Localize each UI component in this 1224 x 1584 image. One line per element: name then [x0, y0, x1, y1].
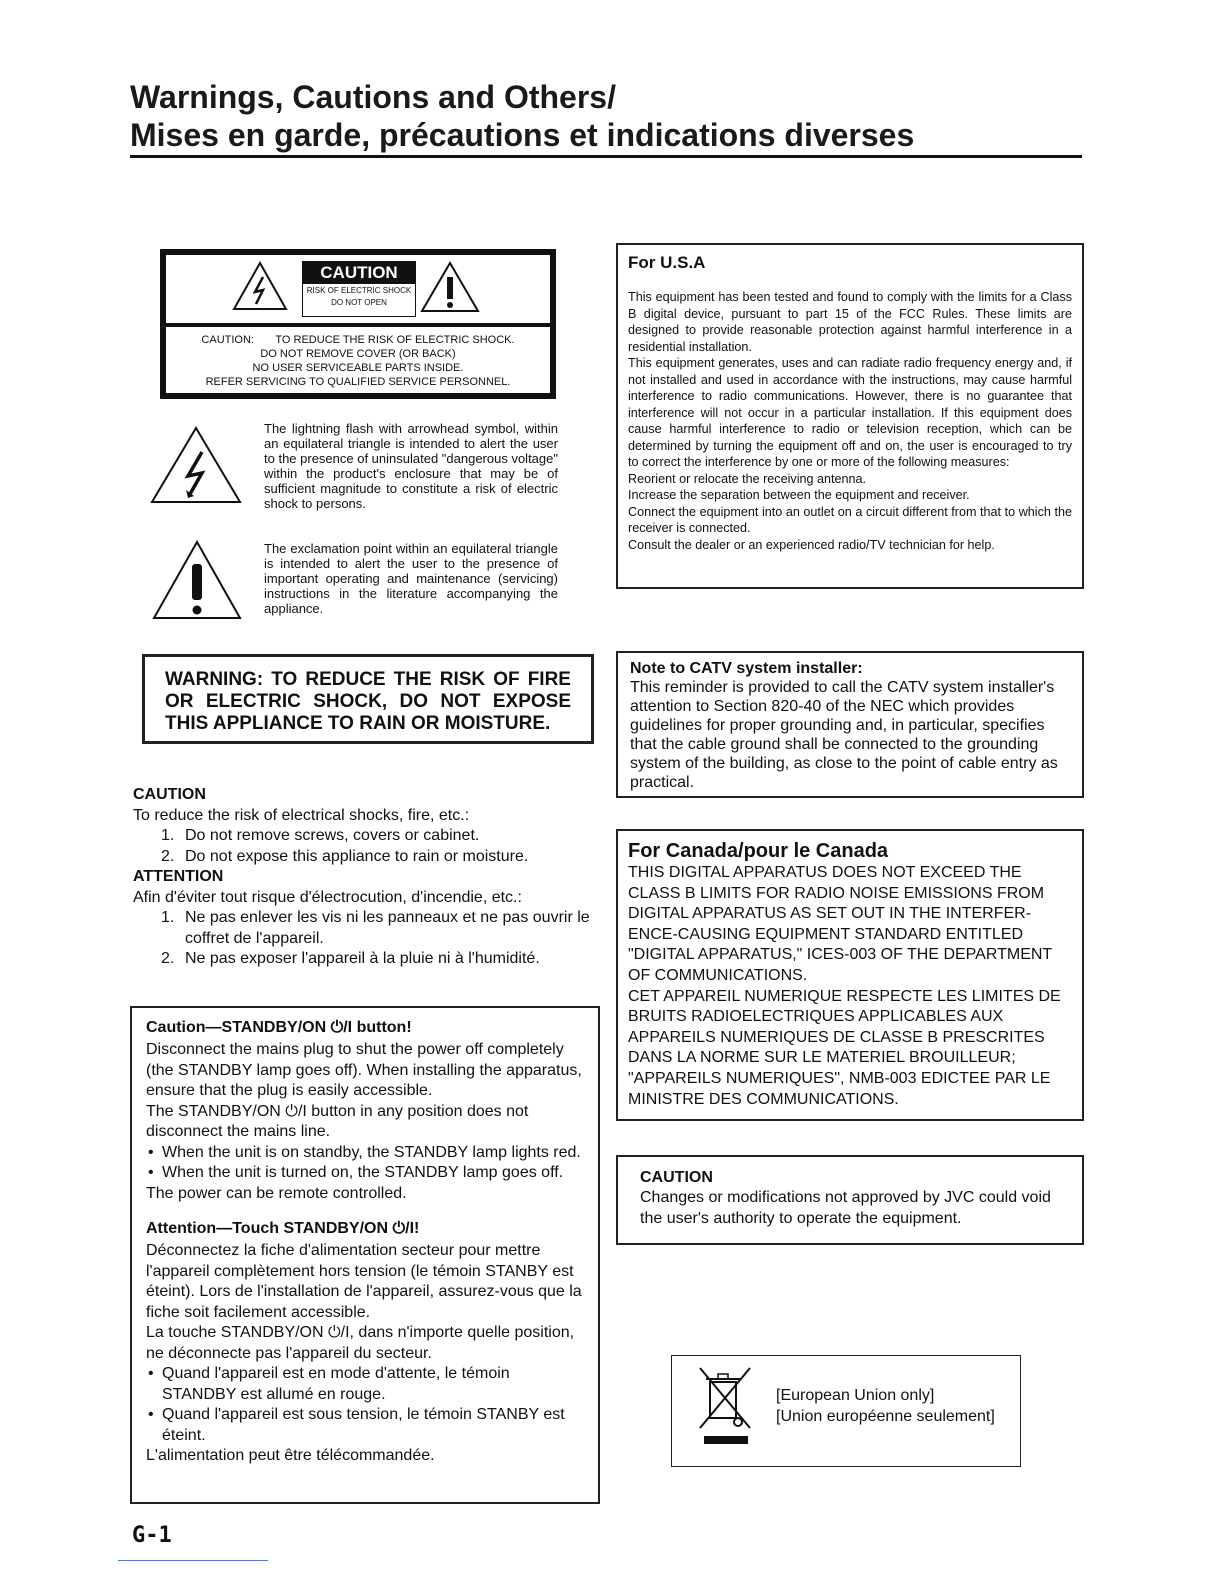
title-line-1: Warnings, Cautions and Others/	[130, 79, 616, 115]
list-item: • When the unit is on standby, the STANDBY lamp lights red.	[162, 1143, 584, 1164]
list-item	[133, 826, 603, 847]
list-text: Ne pas exposer l'appareil à la pluie ni à l'humidité.	[185, 950, 540, 967]
eu-notice-box	[671, 1355, 1021, 1467]
footer-rule	[118, 1560, 268, 1561]
list-number: 2.	[161, 950, 175, 967]
canada-notice-box	[616, 829, 1084, 1121]
usa-measure-1: Reorient or relocate the receiving antenna.	[628, 471, 867, 486]
list-item: • When the unit is turned on, the STANDBY lamp goes off.	[162, 1163, 584, 1184]
lightning-symbol-text: The lightning flash with arrowhead symbol, within an equilateral triangle is intended to alert the user to the presence of uninsulated "dangerous voltage" within the product's enclosure that may be of sufficient magnitude to constitute a risk of electric shock to persons.	[264, 421, 558, 511]
list-text: Do not expose this appliance to rain or moisture.	[185, 847, 529, 865]
caution-fr-intro: Afin d'éviter tout risque d'électrocution, d'incendie, etc.:	[133, 888, 522, 906]
list-number: 1.	[161, 909, 175, 926]
canada-text-en: THIS DIGITAL APPARATUS DOES NOT EXCEED THE CLASS B LIMITS FOR RADIO NOISE EMISSIONS FROM DIGITAL APPARATUS AS SET OUT IN THE INTERFER-ENCE-CAUSING EQUIPMENT STANDARD ENTITLED "DIGITAL APPARATUS," ICES-003 OF THE DEPARTMENT OF COMMUNICATIONS.	[628, 864, 1052, 984]
list-item	[133, 847, 603, 868]
catv-notice-box	[616, 651, 1084, 798]
list-item	[133, 949, 603, 970]
catv-title: Note to CATV system installer:	[630, 660, 863, 677]
usa-title: For U.S.A	[628, 253, 706, 272]
canada-text-fr: CET APPAREIL NUMERIQUE RESPECTE LES LIMITES DE BRUITS RADIOELECTRIQUES APPLICABLES AUX APPAREILS NUMERIQUES DE CLASSE B PRESCRITES DANS LA NORME SUR LE MATERIEL BROUILLEUR; "APPAREILS NUMERIQUES", NMB-003 EDICTEE PAR LE MINISTRE DES COMMUNICATIONS.	[628, 987, 1061, 1108]
caution-label-divider	[166, 323, 550, 327]
standby-fr-title: Attention—Touch STANDBY/ON ⏻/I!	[146, 1220, 420, 1237]
caution-badge-sub2: DO NOT OPEN	[331, 298, 387, 307]
standby-paragraph-2: The STANDBY/ON ⏻/I button in any position does not disconnect the mains line.	[146, 1102, 529, 1140]
standby-box	[130, 1006, 600, 1504]
jvc-caution-text: Changes or modifications not approved by JVC could void the user's authority to operate the equipment.	[640, 1189, 1051, 1227]
standby-fr-paragraph-3: L'alimentation peut être télécommandée.	[146, 1447, 435, 1464]
warning-text: WARNING: TO REDUCE THE RISK OF FIRE OR ELECTRIC SHOCK, DO NOT EXPOSE THIS APPLIANCE TO RAIN OR MOISTURE.	[165, 669, 571, 734]
caution-badge-sub1: RISK OF ELECTRIC SHOCK	[306, 286, 412, 295]
standby-list	[146, 1143, 584, 1184]
caution-label-line1: TO REDUCE THE RISK OF ELECTRIC SHOCK.	[275, 334, 515, 346]
list-text: Do not remove screws, covers or cabinet.	[185, 827, 480, 844]
usa-text	[628, 289, 1072, 553]
caution-badge-title: CAUTION	[303, 262, 415, 284]
page-number: G-1	[132, 1523, 172, 1548]
caution-fr-title: ATTENTION	[133, 868, 224, 885]
warning-box	[142, 654, 594, 744]
catv-text: This reminder is provided to call the CATV system installer's attention to Section 820-40 of the NEC which provides guidelines for proper grounding and, in particular, specifies that the cable ground shall be connected to the grounding system of the building, as close to the point of cable entry as practical.	[630, 679, 1058, 791]
eu-line-2: [Union européenne seulement]	[776, 1407, 995, 1425]
page-title	[130, 78, 914, 154]
standby-fr-paragraph-1: Déconnectez la fiche d'alimentation secteur pour mettre l'appareil complètement hors tension (le témoin STANBY est éteint). Lors de l'installation de l'appareil, assurez-vous que la fiche soit facilement accessible.	[146, 1242, 582, 1321]
usa-measure-4: Consult the dealer or an experienced radio/TV technician for help.	[628, 537, 995, 552]
list-item: • Quand l'appareil est en mode d'attente, le témoin STANDBY est allumé en rouge.	[162, 1364, 584, 1405]
standby-paragraph-3: The power can be remote controlled.	[146, 1184, 407, 1202]
caution-en-intro: To reduce the risk of electrical shocks, fire, etc.:	[133, 806, 470, 824]
list-number: 1.	[161, 827, 175, 844]
standby-fr-list	[146, 1364, 584, 1446]
caution-fr-list	[133, 908, 603, 970]
canada-title: For Canada/pour le Canada	[628, 840, 889, 862]
caution-label-text	[166, 333, 550, 389]
standby-paragraph-1: Disconnect the mains plug to shut the power off completely (the STANDBY lamp goes off). When installing the apparatus, ensure that the plug is easily accessible.	[146, 1041, 582, 1099]
caution-label-prefix: CAUTION:	[201, 334, 254, 346]
exclamation-triangle-icon	[420, 261, 480, 313]
title-line-2: Mises en garde, précautions et indications diverses	[130, 117, 915, 153]
list-number: 2.	[161, 847, 175, 865]
caution-section	[133, 785, 603, 970]
lightning-triangle-icon	[150, 426, 242, 504]
caution-label	[160, 249, 556, 399]
jvc-caution-box	[616, 1155, 1084, 1245]
standby-title: Caution—STANDBY/ON ⏻/I button!	[146, 1019, 412, 1036]
eu-text	[776, 1386, 995, 1427]
usa-measure-2: Increase the separation between the equipment and receiver.	[628, 488, 970, 502]
usa-paragraph-1: This equipment has been tested and found to comply with the limits for a Class B digital device, pursuant to part 15 of the FCC Rules. These limits are designed to provide reasonable protection against harmful interference in a residential installation.	[628, 290, 1072, 354]
caution-label-line2: DO NOT REMOVE COVER (OR BACK)	[260, 348, 456, 360]
list-item	[133, 908, 603, 949]
caution-label-line3: NO USER SERVICEABLE PARTS INSIDE.	[252, 362, 464, 374]
list-item: • Quand l'appareil est sous tension, le témoin STANBY est éteint.	[162, 1405, 584, 1446]
title-rule	[130, 155, 1082, 158]
caution-en-list	[133, 826, 603, 867]
usa-paragraph-2: This equipment generates, uses and can radiate radio frequency energy and, if not installed and used in accordance with the instructions, may cause harmful interference to radio communications. However, there is no guarantee that interference will not occur in a particular installation. If this equipment does cause harmful interference to radio or television reception, which can be determined by turning the equipment off and on, the user is encouraged to try to correct the interference by one or more of the following measures:	[628, 356, 1072, 469]
usa-measure-3: Connect the equipment into an outlet on a circuit different from that to which the receiver is connected.	[628, 504, 1072, 535]
caution-badge	[302, 261, 416, 317]
exclamation-symbol-text: The exclamation point within an equilateral triangle is intended to alert the user to the presence of important operating and maintenance (servicing) instructions in the literature accompanying the appliance.	[264, 541, 558, 616]
exclamation-triangle-icon	[152, 540, 242, 620]
jvc-caution-title: CAUTION	[640, 1169, 713, 1186]
eu-line-1: [European Union only]	[776, 1387, 935, 1404]
caution-en-title: CAUTION	[133, 786, 206, 803]
standby-fr-paragraph-2: La touche STANDBY/ON ⏻/I, dans n'importe quelle position, ne déconnecte pas l'appareil du secteur.	[146, 1324, 575, 1362]
list-text: Ne pas enlever les vis ni les panneaux et ne pas ouvrir le coffret de l'appareil.	[185, 909, 590, 947]
caution-label-line4: REFER SERVICING TO QUALIFIED SERVICE PERSONNEL.	[205, 376, 511, 388]
usa-notice-box	[616, 243, 1084, 589]
crossed-bin-icon	[696, 1364, 756, 1446]
lightning-triangle-icon	[232, 261, 288, 311]
